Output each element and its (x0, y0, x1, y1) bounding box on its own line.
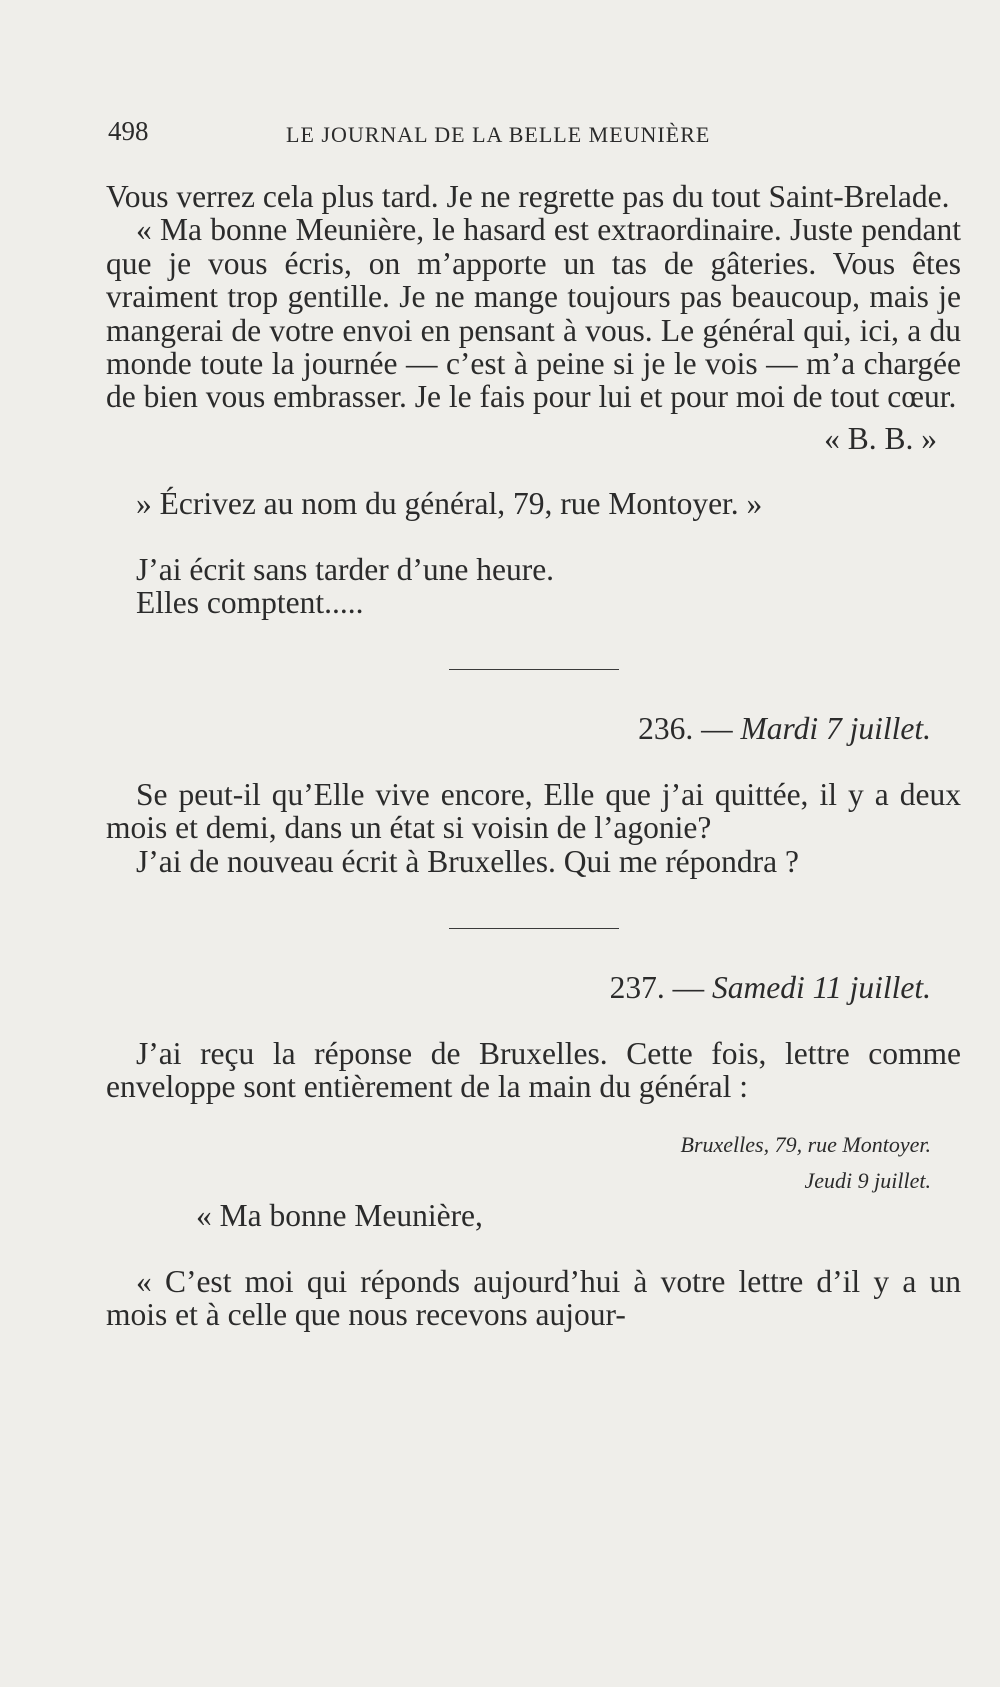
paragraph: Vous verrez cela plus tard. Je ne regrette pas du tout Saint-Brelade. (106, 179, 950, 214)
entry-date: Samedi 11 juillet. (711, 970, 931, 1006)
section-divider (449, 928, 619, 929)
entry-number: 237. — (609, 970, 705, 1006)
paragraph: « Ma bonne Meunière, le hasard est extraordinaire. Juste pendant que je vous écris, on m’apporte un tas de gâteries. Vous êtes vraiment trop gentille. Je ne mange toujours pas beaucoup, mais je mangerai de votre envoi en pensant à vous. Le général qui, ici, a du monde toute la journée — c’est à peine si je le vois — m’a chargée de bien vous embrasser. Je le fais pour lui et pour moi de tout cœur. (106, 212, 961, 415)
paragraph: Se peut-il qu’Elle vive encore, Elle que j’ai quittée, il y a deux mois et demi, dans un état si voisin de l’agonie? (106, 776, 961, 846)
paragraph: Elles comptent..... (136, 585, 364, 621)
entry-heading (106, 971, 961, 1004)
body-text (106, 180, 961, 1332)
entry-date: Mardi 7 juillet. (740, 711, 931, 747)
letter-date: Jeudi 9 juillet. (804, 1168, 931, 1194)
letter-place (106, 1127, 961, 1199)
signature: « B. B. » (824, 420, 937, 456)
paragraph: J’ai de nouveau écrit à Bruxelles. Qui me répondra ? (136, 843, 799, 879)
salutation: « Ma bonne Meunière, (196, 1198, 483, 1234)
paragraph: J’ai reçu la réponse de Bruxelles. Cette fois, lettre comme enveloppe sont entièrement de la main du général : (106, 1035, 961, 1104)
paragraph: « C’est moi qui réponds aujourd’hui à votre lettre d’il y a un mois et à celle que nous recevons aujour- (106, 1263, 961, 1333)
running-title: LE JOURNAL DE LA BELLE MEUNIÈRE (286, 122, 711, 147)
letter-place-text: Bruxelles, 79, rue Montoyer. (680, 1132, 931, 1158)
page-number: 498 (108, 116, 149, 146)
section-divider (449, 669, 619, 670)
paragraph: J’ai écrit sans tarder d’une heure. (136, 551, 555, 587)
paragraph: » Écrivez au nom du général, 79, rue Montoyer. » (136, 486, 763, 522)
entry-heading (106, 712, 961, 745)
entry-number: 236. — (638, 711, 733, 747)
